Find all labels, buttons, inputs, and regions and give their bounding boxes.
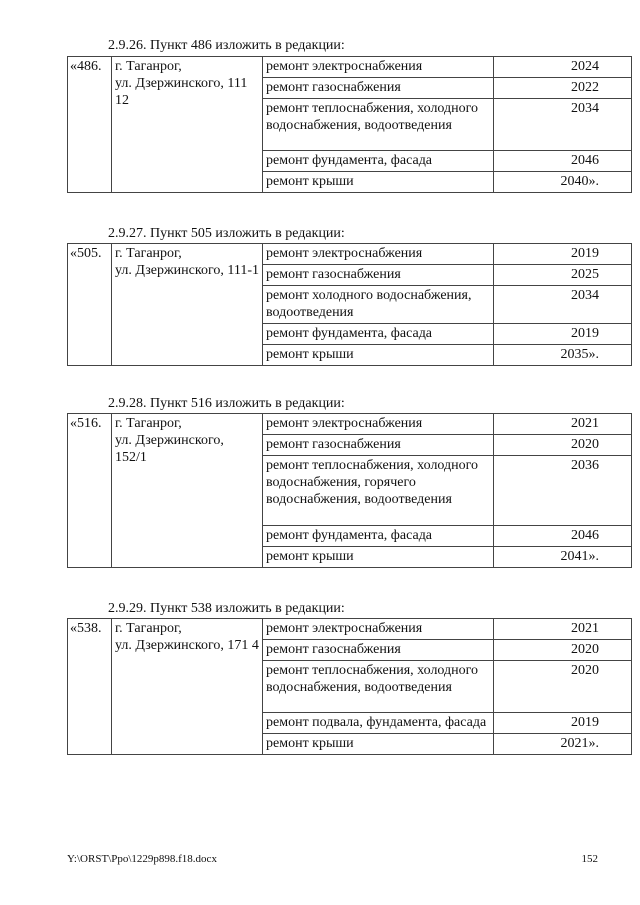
address-line: ул. Дзержинского, 111	[115, 76, 248, 91]
year-cell: 2025	[494, 265, 632, 286]
work-type-cell: ремонт электроснабжения	[263, 619, 494, 640]
year-cell: 2021	[494, 619, 632, 640]
section-heading: 2.9.27. Пункт 505 изложить в редакции:	[108, 226, 345, 241]
work-type-cell: ремонт электроснабжения	[263, 414, 494, 435]
amendment-table	[67, 618, 632, 755]
work-type-cell: ремонт газоснабжения	[263, 435, 494, 456]
amendment-table	[67, 413, 632, 568]
year-cell: 2046	[494, 151, 632, 172]
work-type-cell: ремонт теплоснабжения, холодного водоснабжения, водоотведения	[263, 661, 494, 713]
work-type-cell: ремонт газоснабжения	[263, 78, 494, 99]
year-cell: 2021	[494, 414, 632, 435]
year-cell: 2021».	[494, 734, 632, 755]
section-heading: 2.9.28. Пункт 516 изложить в редакции:	[108, 396, 345, 411]
work-type-cell: ремонт фундамента, фасада	[263, 324, 494, 345]
work-type-cell: ремонт электроснабжения	[263, 244, 494, 265]
year-cell: 2019	[494, 324, 632, 345]
address-line: ул. Дзержинского, 152/1	[115, 433, 224, 465]
year-cell: 2024	[494, 57, 632, 78]
work-type-cell: ремонт крыши	[263, 547, 494, 568]
address-cell	[112, 414, 263, 568]
address-line: г. Таганрог,	[115, 416, 182, 431]
work-type-cell: ремонт фундамента, фасада	[263, 151, 494, 172]
work-type-cell: ремонт подвала, фундамента, фасада	[263, 713, 494, 734]
amendment-table	[67, 56, 632, 193]
address-cell	[112, 57, 263, 193]
work-type-cell: ремонт газоснабжения	[263, 640, 494, 661]
year-cell: 2040».	[494, 172, 632, 193]
year-cell: 2036	[494, 456, 632, 526]
item-number: «505.	[68, 244, 112, 366]
address-line: 12	[115, 93, 129, 108]
section-heading: 2.9.26. Пункт 486 изложить в редакции:	[108, 38, 345, 53]
work-type-cell: ремонт теплоснабжения, холодного водоснабжения, водоотведения	[263, 99, 494, 151]
address-cell	[112, 619, 263, 755]
item-number: «516.	[68, 414, 112, 568]
page-number: 152	[581, 853, 598, 865]
address-line: г. Таганрог,	[115, 246, 182, 261]
year-cell: 2020	[494, 661, 632, 713]
work-type-cell: ремонт электроснабжения	[263, 57, 494, 78]
item-number: «486.	[68, 57, 112, 193]
work-type-cell: ремонт крыши	[263, 345, 494, 366]
work-type-cell: ремонт теплоснабжения, холодного водоснабжения, горячего водоснабжения, водоотведения	[263, 456, 494, 526]
address-line: г. Таганрог,	[115, 59, 182, 74]
section-heading: 2.9.29. Пункт 538 изложить в редакции:	[108, 601, 345, 616]
year-cell: 2022	[494, 78, 632, 99]
year-cell: 2019	[494, 244, 632, 265]
year-cell: 2035».	[494, 345, 632, 366]
address-cell	[112, 244, 263, 366]
work-type-cell: ремонт крыши	[263, 172, 494, 193]
year-cell: 2041».	[494, 547, 632, 568]
address-line: ул. Дзержинского, 171 4	[115, 638, 259, 653]
footer-file-path: Y:\ORST\Ppo\1229p898.f18.docx	[67, 853, 217, 865]
work-type-cell: ремонт газоснабжения	[263, 265, 494, 286]
item-number: «538.	[68, 619, 112, 755]
amendment-table	[67, 243, 632, 366]
work-type-cell: ремонт холодного водоснабжения, водоотведения	[263, 286, 494, 324]
year-cell: 2020	[494, 435, 632, 456]
year-cell: 2019	[494, 713, 632, 734]
year-cell: 2034	[494, 286, 632, 324]
work-type-cell: ремонт фундамента, фасада	[263, 526, 494, 547]
year-cell: 2034	[494, 99, 632, 151]
work-type-cell: ремонт крыши	[263, 734, 494, 755]
year-cell: 2046	[494, 526, 632, 547]
year-cell: 2020	[494, 640, 632, 661]
address-line: ул. Дзержинского, 111-1	[115, 263, 259, 278]
address-line: г. Таганрог,	[115, 621, 182, 636]
